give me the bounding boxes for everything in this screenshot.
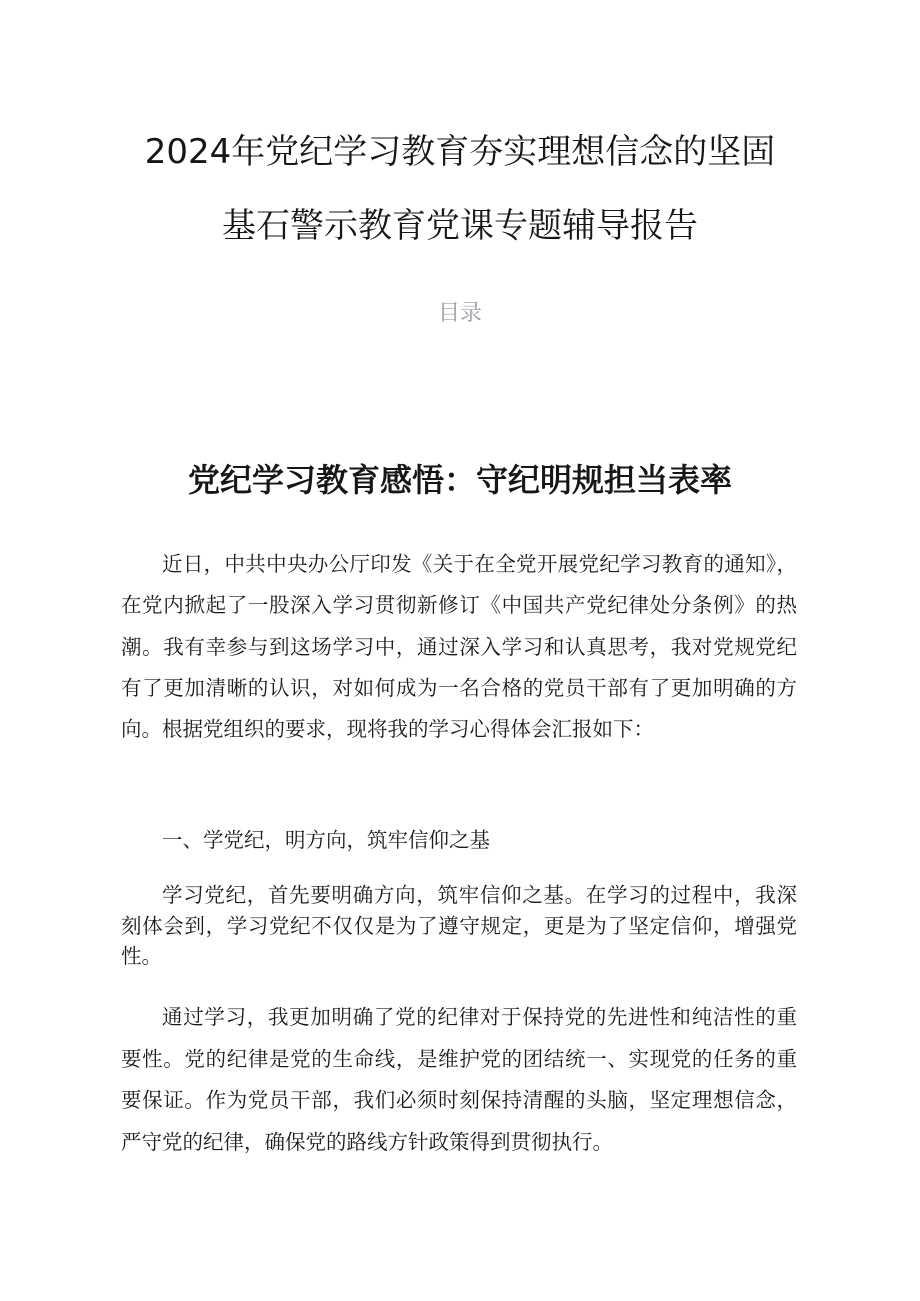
toc-link[interactable]: 目录 (437, 301, 482, 326)
body-paragraph-1: 学习党纪，首先要明确方向，筑牢信仰之基。在学习的过程中，我深刻体会到，学习党纪不仅仅是为了遵守规定，更是为了坚定信仰，增强党性。 (121, 883, 797, 968)
section-title: 党纪学习教育感悟：守纪明规担当表率 (187, 461, 732, 499)
document-title-line-1: 2024年党纪学习教育夯实理想信念的坚固 (144, 132, 776, 172)
body-paragraph-2: 通过学习，我更加明确了党的纪律对于保持党的先进性和纯洁性的重要性。党的纪律是党的生命线，是维护党的团结统一、实现党的任务的重要保证。作为党员干部，我们必须时刻保持清醒的头脑，坚定理想信念，严守党的纪律，确保党的路线方针政策得到贯彻执行。 (121, 1005, 797, 1154)
subsection-heading: 一、学党纪，明方向，筑牢信仰之基 (162, 828, 490, 852)
document-title-line-2: 基石警示教育党课专题辅导报告 (222, 206, 698, 246)
intro-paragraph: 近日，中共中央办公厅印发《关于在全党开展党纪学习教育的通知》，在党内掀起了一股深入学习贯彻新修订《中国共产党纪律处分条例》的热潮。我有幸参与到这场学习中，通过深入学习和认真思考，我对党规党纪有了更加清晰的认识，对如何成为一名合格的党员干部有了更加明确的方向。根据党组织的要求，现将我的学习心得体会汇报如下： (121, 552, 797, 742)
